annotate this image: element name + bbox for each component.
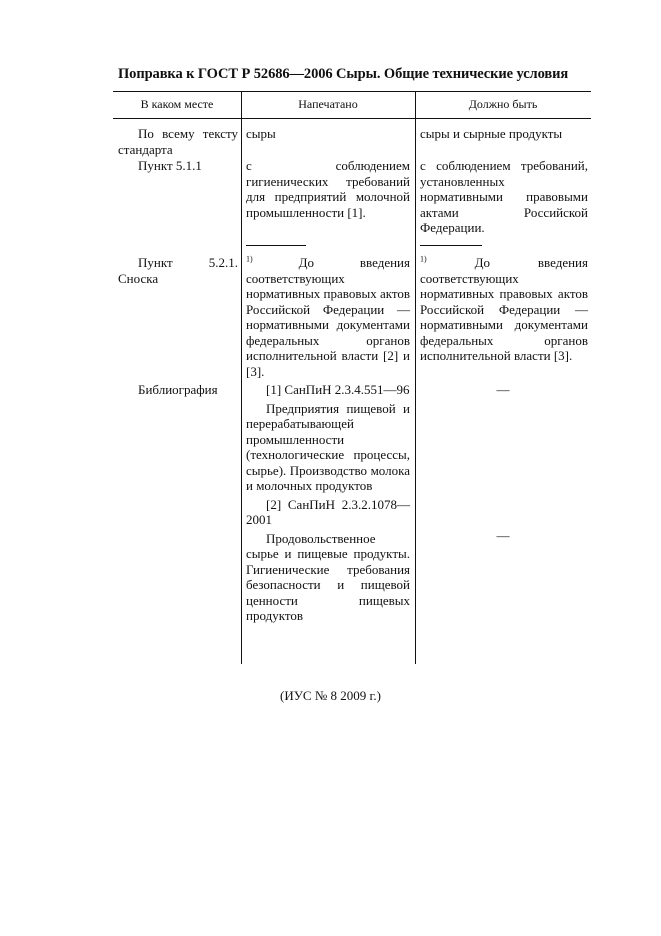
row4-should-be-ref1: —: [496, 382, 510, 397]
footer-note: (ИУС № 8 2009 г.): [280, 688, 381, 703]
bibliography-ref-1-text: Предприятия пищевой и перерабатывающей промышленности (технологические процессы, сырье). Производство молока и молочных продуктов: [246, 400, 410, 493]
bibliography-ref-2-text: Продовольственное сырье и пищевые продукты. Гигиенические требования безопасности и пищевой ценности пищевых продуктов: [246, 530, 410, 623]
row2-should-be: с соблюдением требований, установленных нормативными правовыми актами Российской Федерации.: [420, 158, 588, 235]
column-divider-1: [241, 92, 242, 664]
document-title: Поправка к ГОСТ Р 52686—2006 Сыры. Общие технические условия: [118, 66, 569, 82]
row4-should-be-ref2: —: [496, 528, 510, 543]
row3-should-be: $^{1)}$ До введения соответствующих нормативных правовых актов Российской Федерации — нормативными документами федеральных органов исполнительной власти [3].: [420, 254, 588, 363]
row4-printed: [246, 382, 410, 624]
header-should-be: Должно быть: [468, 97, 538, 111]
column-divider-2: [415, 92, 416, 664]
table-top-rule: [113, 91, 591, 92]
row1-should-be: сыры и сырные продукты: [420, 126, 563, 141]
bibliography-ref-1: [1] СанПиН 2.3.4.551—96: [266, 382, 410, 397]
row1-where: По всему тексту стандарта: [118, 126, 238, 157]
row1-printed: сыры: [246, 126, 276, 141]
row2-where: Пункт 5.1.1: [138, 158, 202, 173]
row3-printed: $^{1)}$ До введения соответствующих нормативных правовых актов Российской Федерации — нормативными документами федеральных органов исполнительной власти [2] и [3].: [246, 254, 411, 379]
table-header-rule: [113, 118, 591, 119]
bibliography-ref-2: [2] СанПиН 2.3.2.1078—2001: [246, 496, 410, 527]
footnote-marker: 1): [420, 254, 427, 264]
footnote-separator-printed: [246, 245, 306, 246]
header-printed: Напечатано: [298, 97, 358, 111]
footnote-separator-should-be: [420, 245, 482, 246]
footnote-marker: 1): [246, 254, 253, 264]
header-where: В каком месте: [140, 97, 214, 111]
row4-where: Библиография: [138, 382, 218, 397]
row2-printed: с соблюдением гигиенических требований для предприятий молочной промышленности [1].: [246, 158, 410, 220]
row3-where: Пункт 5.2.1. Сноска: [118, 255, 238, 286]
